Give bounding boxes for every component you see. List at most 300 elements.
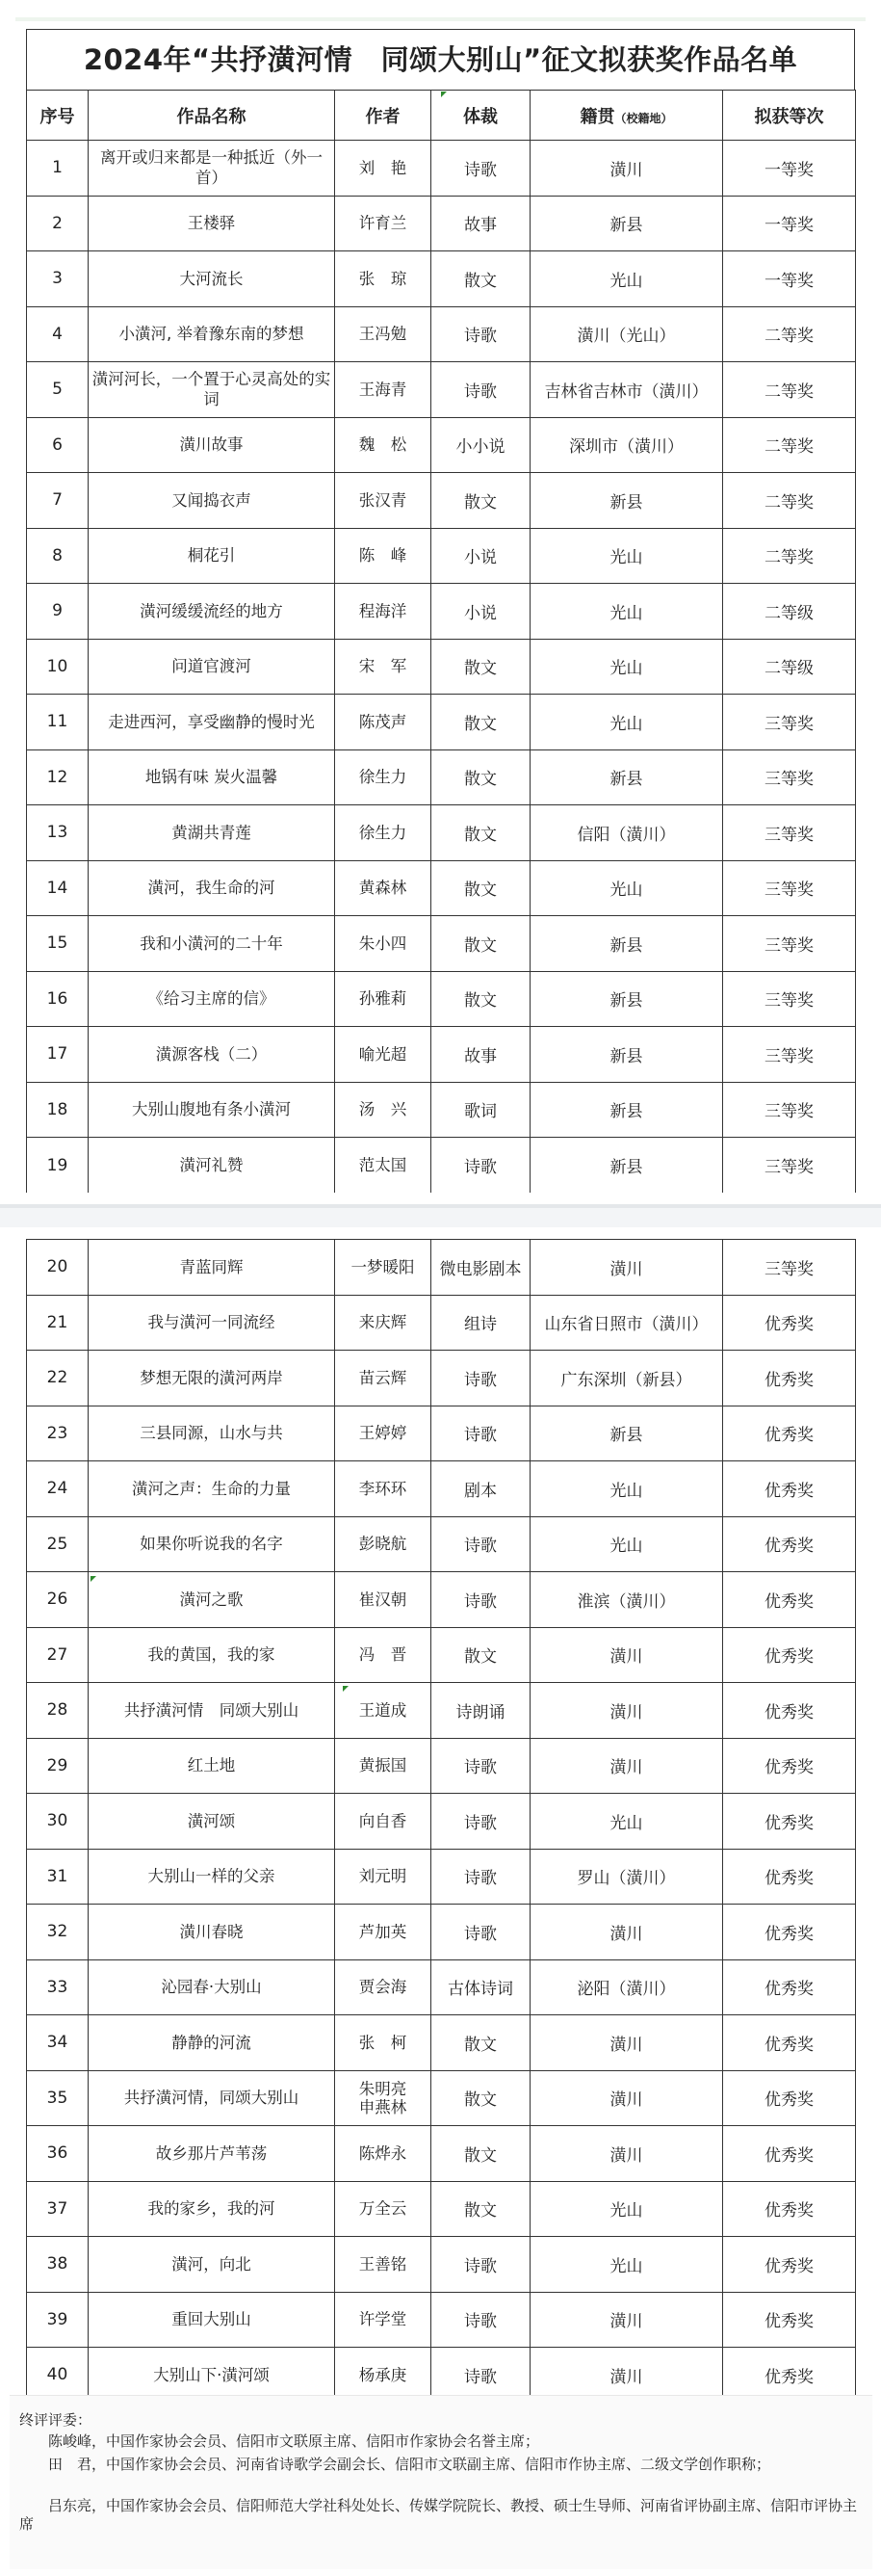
award-level-cell: 一等奖 <box>723 196 856 251</box>
author-name-cell: 芦加英 <box>335 1905 431 1960</box>
author-name-cell: 徐生力 <box>335 749 431 805</box>
judge-2: 田 君，中国作家协会会员、河南省诗歌学会副会长、信阳市文联副主席、信阳市作协主席、二级文学创作职称； <box>48 2456 771 2473</box>
row-number-cell: 3 <box>27 251 89 307</box>
origin-cell: 新县 <box>531 1027 723 1083</box>
row-number-cell: 16 <box>27 971 89 1027</box>
genre-cell: 诗歌 <box>431 306 531 362</box>
author-name-cell: 黄森林 <box>335 860 431 916</box>
genre-cell: 小说 <box>431 584 531 640</box>
row-number-cell: 6 <box>27 417 89 473</box>
row-number-cell: 25 <box>27 1516 89 1572</box>
award-level-cell: 优秀奖 <box>723 1683 856 1739</box>
origin-cell: 新县 <box>531 971 723 1027</box>
genre-cell: 组诗 <box>431 1295 531 1351</box>
author-name-cell: 魏 松 <box>335 417 431 473</box>
author-name-cell: 汤 兴 <box>335 1082 431 1138</box>
genre-cell: 剧本 <box>431 1461 531 1517</box>
origin-cell: 光山 <box>531 1516 723 1572</box>
header-no: 序号 <box>27 91 89 141</box>
genre-cell: 诗歌 <box>431 2237 531 2293</box>
origin-cell: 潢川 <box>531 1738 723 1794</box>
row-number-cell: 14 <box>27 860 89 916</box>
table-row <box>27 1683 856 1739</box>
award-level-cell: 优秀奖 <box>723 1351 856 1406</box>
genre-cell: 诗歌 <box>431 362 531 418</box>
row-number-cell: 34 <box>27 2015 89 2071</box>
genre-cell: 诗歌 <box>431 1738 531 1794</box>
row-number-cell: 28 <box>27 1683 89 1739</box>
genre-cell: 散文 <box>431 695 531 750</box>
header-award: 拟获等次 <box>723 91 856 141</box>
table-row <box>27 1461 856 1517</box>
author-name-cell: 李环环 <box>335 1461 431 1517</box>
top-border-line <box>15 17 866 21</box>
table-row <box>27 971 856 1027</box>
row-number-cell: 37 <box>27 2181 89 2237</box>
row-number-cell: 31 <box>27 1849 89 1905</box>
author-name-cell: 王冯勉 <box>335 306 431 362</box>
header-origin <box>531 91 723 141</box>
author-name-cell: 崔汉朝 <box>335 1572 431 1628</box>
award-level-cell: 二等奖 <box>723 362 856 418</box>
row-number-cell: 10 <box>27 639 89 695</box>
genre-cell: 诗歌 <box>431 2292 531 2348</box>
table-row <box>27 1738 856 1794</box>
genre-cell: 散文 <box>431 916 531 972</box>
author-name-cell: 许育兰 <box>335 196 431 251</box>
table-row <box>27 417 856 473</box>
judge-3: 吕东亮，中国作家协会会员、信阳师范大学社科处处长、传媒学院院长、教授、硕士生导师、河南省评协副主席、信阳市评协主席 <box>19 2497 858 2533</box>
row-number-cell: 7 <box>27 473 89 529</box>
origin-cell: 淮滨（潢川） <box>531 1572 723 1628</box>
origin-cell: 深圳市（潢川） <box>531 417 723 473</box>
genre-cell: 诗歌 <box>431 141 531 197</box>
award-level-cell: 二等奖 <box>723 473 856 529</box>
origin-cell: 光山 <box>531 860 723 916</box>
row-number-cell: 22 <box>27 1351 89 1406</box>
award-level-cell: 优秀奖 <box>723 2292 856 2348</box>
work-title-cell: 如果你听说我的名字 <box>89 1516 335 1572</box>
table-row <box>27 1572 856 1628</box>
work-title-cell: 梦想无限的潢河两岸 <box>89 1351 335 1406</box>
author-name-cell: 冯 晋 <box>335 1627 431 1683</box>
row-number-cell: 19 <box>27 1138 89 1194</box>
author-name-cell: 张 琼 <box>335 251 431 307</box>
work-title-cell: 共抒潢河情 同颂大别山 <box>89 1683 335 1739</box>
table-row <box>27 306 856 362</box>
origin-cell: 光山 <box>531 695 723 750</box>
header-work: 作品名称 <box>89 91 335 141</box>
work-title-cell: 沁园春·大别山 <box>89 1959 335 2015</box>
origin-cell: 光山 <box>531 251 723 307</box>
genre-cell: 散文 <box>431 2070 531 2126</box>
award-level-cell: 优秀奖 <box>723 1849 856 1905</box>
award-level-cell: 优秀奖 <box>723 1959 856 2015</box>
genre-cell: 散文 <box>431 2126 531 2182</box>
row-number-cell: 9 <box>27 584 89 640</box>
row-number-cell: 18 <box>27 1082 89 1138</box>
author-name-cell: 孙雅莉 <box>335 971 431 1027</box>
table-row <box>27 639 856 695</box>
award-list-sheet-2 <box>26 1239 855 2404</box>
table-row <box>27 1516 856 1572</box>
award-level-cell: 二等奖 <box>723 528 856 584</box>
origin-cell: 新县 <box>531 1082 723 1138</box>
origin-cell: 新县 <box>531 473 723 529</box>
award-table-part-2 <box>26 1239 856 2404</box>
work-title-cell: 静静的河流 <box>89 2015 335 2071</box>
author-name-cell: 许学堂 <box>335 2292 431 2348</box>
genre-cell: 散文 <box>431 2181 531 2237</box>
origin-cell: 山东省日照市（潢川） <box>531 1295 723 1351</box>
award-level-cell: 二等奖 <box>723 306 856 362</box>
table-row <box>27 916 856 972</box>
author-name-cell: 张汉青 <box>335 473 431 529</box>
table-row <box>27 2126 856 2182</box>
origin-cell: 潢川 <box>531 2292 723 2348</box>
work-title-cell: 黄湖共青莲 <box>89 805 335 861</box>
award-level-cell: 一等奖 <box>723 141 856 197</box>
table-row <box>27 2070 856 2126</box>
genre-cell: 散文 <box>431 860 531 916</box>
genre-cell: 古体诗词 <box>431 1959 531 2015</box>
work-title-cell: 共抒潢河情，同颂大别山 <box>89 2070 335 2126</box>
origin-cell: 广东深圳（新县） <box>531 1351 723 1406</box>
award-level-cell: 三等奖 <box>723 1138 856 1194</box>
genre-cell: 诗歌 <box>431 1905 531 1960</box>
row-number-cell: 23 <box>27 1406 89 1461</box>
genre-cell: 诗歌 <box>431 1406 531 1461</box>
author-name-cell: 王婷婷 <box>335 1406 431 1461</box>
origin-cell: 光山 <box>531 2181 723 2237</box>
table-row <box>27 860 856 916</box>
origin-cell: 光山 <box>531 2237 723 2293</box>
award-level-cell: 优秀奖 <box>723 2237 856 2293</box>
author-name-cell: 一梦暖阳 <box>335 1240 431 1296</box>
work-title-cell: 又闻捣衣声 <box>89 473 335 529</box>
genre-cell: 微电影剧本 <box>431 1240 531 1296</box>
award-level-cell: 优秀奖 <box>723 1905 856 1960</box>
page-break <box>0 1208 881 1227</box>
header-genre: 体裁 <box>431 91 531 141</box>
genre-cell: 散文 <box>431 1627 531 1683</box>
work-title-cell: 故乡那片芦苇荡 <box>89 2126 335 2182</box>
author-name-cell: 王善铭 <box>335 2237 431 2293</box>
award-level-cell: 三等奖 <box>723 971 856 1027</box>
work-title-cell: 潢川故事 <box>89 417 335 473</box>
row-number-cell: 15 <box>27 916 89 972</box>
work-title-cell: 走进西河，享受幽静的慢时光 <box>89 695 335 750</box>
author-name-cell: 贾会海 <box>335 1959 431 2015</box>
award-level-cell: 优秀奖 <box>723 1295 856 1351</box>
table-row <box>27 2292 856 2348</box>
author-name-cell: 王海青 <box>335 362 431 418</box>
award-level-cell: 优秀奖 <box>723 1572 856 1628</box>
author-name-cell: 朱明亮 申燕林 <box>335 2070 431 2126</box>
work-title-cell: 我的家乡，我的河 <box>89 2181 335 2237</box>
work-title-cell: 大别山一样的父亲 <box>89 1849 335 1905</box>
work-title-cell: 我和小潢河的二十年 <box>89 916 335 972</box>
table-row <box>27 805 856 861</box>
row-number-cell: 35 <box>27 2070 89 2126</box>
row-number-cell: 29 <box>27 1738 89 1794</box>
work-title-cell: 重回大别山 <box>89 2292 335 2348</box>
work-title-cell: 王楼驿 <box>89 196 335 251</box>
genre-cell: 散文 <box>431 971 531 1027</box>
award-level-cell: 优秀奖 <box>723 1406 856 1461</box>
author-name-cell: 刘元明 <box>335 1849 431 1905</box>
genre-cell: 散文 <box>431 639 531 695</box>
judges-heading: 终评评委： <box>19 2411 92 2429</box>
origin-cell: 泌阳（潢川） <box>531 1959 723 2015</box>
table-body-part-1 <box>27 141 856 1194</box>
table-row <box>27 749 856 805</box>
origin-cell: 潢川 <box>531 2348 723 2404</box>
award-list-sheet-1 <box>26 29 855 1193</box>
row-number-cell: 5 <box>27 362 89 418</box>
table-row <box>27 584 856 640</box>
award-level-cell: 优秀奖 <box>723 2181 856 2237</box>
work-title-cell: 我与潢河一同流经 <box>89 1295 335 1351</box>
origin-cell: 罗山（潢川） <box>531 1849 723 1905</box>
work-title-cell: 青蓝同辉 <box>89 1240 335 1296</box>
origin-cell: 潢川（光山） <box>531 306 723 362</box>
genre-cell: 诗歌 <box>431 1794 531 1850</box>
origin-cell: 潢川 <box>531 2015 723 2071</box>
work-title-cell: 大河流长 <box>89 251 335 307</box>
work-title-cell: 潢川春晓 <box>89 1905 335 1960</box>
award-level-cell: 二等奖 <box>723 417 856 473</box>
work-title-cell: 桐花引 <box>89 528 335 584</box>
award-level-cell: 三等奖 <box>723 860 856 916</box>
work-title-cell: 潢河之声：生命的力量 <box>89 1461 335 1517</box>
table-row <box>27 251 856 307</box>
work-title-cell: 潢河河长，一个置于心灵高处的实词 <box>89 362 335 418</box>
row-number-cell: 8 <box>27 528 89 584</box>
work-title-cell: 地锅有味 炭火温馨 <box>89 749 335 805</box>
work-title-cell: 小潢河, 举着豫东南的梦想 <box>89 306 335 362</box>
table-row <box>27 2237 856 2293</box>
author-name-cell: 宋 军 <box>335 639 431 695</box>
award-level-cell: 优秀奖 <box>723 2348 856 2404</box>
table-row <box>27 141 856 197</box>
award-level-cell: 二等级 <box>723 584 856 640</box>
author-name-cell: 刘 艳 <box>335 141 431 197</box>
cell-comment-marker <box>91 1576 96 1582</box>
award-level-cell: 优秀奖 <box>723 1516 856 1572</box>
work-title-cell: 潢河颂 <box>89 1794 335 1850</box>
row-number-cell: 4 <box>27 306 89 362</box>
work-title-cell: 《给习主席的信》 <box>89 971 335 1027</box>
award-level-cell: 三等奖 <box>723 1027 856 1083</box>
origin-cell: 光山 <box>531 528 723 584</box>
genre-cell: 故事 <box>431 1027 531 1083</box>
author-name-cell: 徐生力 <box>335 805 431 861</box>
table-row <box>27 2181 856 2237</box>
row-number-cell: 27 <box>27 1627 89 1683</box>
origin-cell: 潢川 <box>531 1905 723 1960</box>
table-body-part-2 <box>27 1240 856 2404</box>
work-title-cell: 红土地 <box>89 1738 335 1794</box>
genre-cell: 诗歌 <box>431 1138 531 1194</box>
table-row <box>27 1240 856 1296</box>
author-name-cell: 来庆辉 <box>335 1295 431 1351</box>
genre-cell: 诗歌 <box>431 1572 531 1628</box>
genre-cell: 小小说 <box>431 417 531 473</box>
author-name-cell: 陈茂声 <box>335 695 431 750</box>
genre-cell: 散文 <box>431 251 531 307</box>
work-title-cell: 潢河缓缓流经的地方 <box>89 584 335 640</box>
award-level-cell: 优秀奖 <box>723 2126 856 2182</box>
award-level-cell: 三等奖 <box>723 749 856 805</box>
work-title-cell: 潢河礼赞 <box>89 1138 335 1194</box>
author-name-cell: 陈 峰 <box>335 528 431 584</box>
origin-cell: 潢川 <box>531 1627 723 1683</box>
genre-cell: 小说 <box>431 528 531 584</box>
origin-cell: 信阳（潢川） <box>531 805 723 861</box>
header-author: 作者 <box>335 91 431 141</box>
author-name-cell: 杨承庚 <box>335 2348 431 2404</box>
table-row <box>27 528 856 584</box>
row-number-cell: 32 <box>27 1905 89 1960</box>
row-number-cell: 20 <box>27 1240 89 1296</box>
header-origin-note: （校籍地） <box>614 111 673 125</box>
table-row <box>27 1905 856 1960</box>
award-level-cell: 优秀奖 <box>723 1794 856 1850</box>
genre-cell: 诗歌 <box>431 2348 531 2404</box>
judges-footer <box>10 2395 872 2569</box>
row-number-cell: 39 <box>27 2292 89 2348</box>
work-title-cell: 潢河，我生命的河 <box>89 860 335 916</box>
author-name-cell: 向自香 <box>335 1794 431 1850</box>
table-row <box>27 196 856 251</box>
cell-comment-marker <box>441 92 447 97</box>
work-title-cell: 我的黄国，我的家 <box>89 1627 335 1683</box>
award-level-cell: 优秀奖 <box>723 1738 856 1794</box>
award-level-cell: 三等奖 <box>723 1082 856 1138</box>
work-title-cell: 大别山下·潢河颂 <box>89 2348 335 2404</box>
genre-cell: 歌词 <box>431 1082 531 1138</box>
genre-cell: 诗朗诵 <box>431 1683 531 1739</box>
genre-cell: 诗歌 <box>431 1516 531 1572</box>
table-row <box>27 1027 856 1083</box>
judge-1: 陈峻峰，中国作家协会会员、信阳市文联原主席、信阳市作家协会名誉主席； <box>48 2432 540 2450</box>
table-row <box>27 1406 856 1461</box>
header-origin-label: 籍贯 <box>580 106 615 127</box>
origin-cell: 潢川 <box>531 1240 723 1296</box>
genre-cell: 散文 <box>431 805 531 861</box>
author-name-cell: 苗云辉 <box>335 1351 431 1406</box>
table-row <box>27 695 856 750</box>
origin-cell: 新县 <box>531 1406 723 1461</box>
table-row <box>27 1295 856 1351</box>
author-name-cell: 张 柯 <box>335 2015 431 2071</box>
origin-cell: 光山 <box>531 1794 723 1850</box>
author-name-cell: 程海洋 <box>335 584 431 640</box>
row-number-cell: 13 <box>27 805 89 861</box>
genre-cell: 诗歌 <box>431 1351 531 1406</box>
origin-cell: 潢川 <box>531 2126 723 2182</box>
origin-cell: 潢川 <box>531 1683 723 1739</box>
genre-cell: 散文 <box>431 749 531 805</box>
award-level-cell: 三等奖 <box>723 695 856 750</box>
award-level-cell: 优秀奖 <box>723 2070 856 2126</box>
work-title-cell: 潢源客栈（二） <box>89 1027 335 1083</box>
table-row <box>27 1351 856 1406</box>
table-row <box>27 1082 856 1138</box>
row-number-cell: 21 <box>27 1295 89 1351</box>
award-level-cell: 三等奖 <box>723 805 856 861</box>
table-header-row <box>27 91 856 141</box>
table-row <box>27 1138 856 1194</box>
origin-cell: 新县 <box>531 749 723 805</box>
row-number-cell: 36 <box>27 2126 89 2182</box>
author-name-cell: 王道成 <box>335 1683 431 1739</box>
work-title-cell: 离开或归来都是一种抵近（外一首） <box>89 141 335 197</box>
row-number-cell: 40 <box>27 2348 89 2404</box>
row-number-cell: 33 <box>27 1959 89 2015</box>
origin-cell: 光山 <box>531 584 723 640</box>
author-name-cell: 彭晓航 <box>335 1516 431 1572</box>
award-table-part-1 <box>26 90 856 1193</box>
work-title-cell: 潢河之歌 <box>89 1572 335 1628</box>
table-row <box>27 1959 856 2015</box>
award-level-cell: 优秀奖 <box>723 2015 856 2071</box>
work-title-cell: 问道官渡河 <box>89 639 335 695</box>
origin-cell: 光山 <box>531 639 723 695</box>
origin-cell: 潢川 <box>531 2070 723 2126</box>
table-row <box>27 473 856 529</box>
cell-comment-marker <box>343 1686 349 1692</box>
table-row <box>27 362 856 418</box>
award-level-cell: 优秀奖 <box>723 1627 856 1683</box>
author-name-cell: 黄振国 <box>335 1738 431 1794</box>
row-number-cell: 30 <box>27 1794 89 1850</box>
work-title-cell: 大别山腹地有条小潢河 <box>89 1082 335 1138</box>
origin-cell: 光山 <box>531 1461 723 1517</box>
genre-cell: 散文 <box>431 473 531 529</box>
work-title-cell: 潢河，向北 <box>89 2237 335 2293</box>
table-row <box>27 1849 856 1905</box>
author-name-cell: 范太国 <box>335 1138 431 1194</box>
table-row <box>27 1794 856 1850</box>
award-level-cell: 一等奖 <box>723 251 856 307</box>
row-number-cell: 11 <box>27 695 89 750</box>
genre-cell: 故事 <box>431 196 531 251</box>
award-level-cell: 三等奖 <box>723 916 856 972</box>
origin-cell: 吉林省吉林市（潢川） <box>531 362 723 418</box>
author-name-cell: 朱小四 <box>335 916 431 972</box>
row-number-cell: 1 <box>27 141 89 197</box>
origin-cell: 新县 <box>531 1138 723 1194</box>
origin-cell: 新县 <box>531 916 723 972</box>
author-name-cell: 喻光超 <box>335 1027 431 1083</box>
table-row <box>27 2015 856 2071</box>
award-level-cell: 三等奖 <box>723 1240 856 1296</box>
author-name-cell: 陈烨永 <box>335 2126 431 2182</box>
row-number-cell: 2 <box>27 196 89 251</box>
row-number-cell: 38 <box>27 2237 89 2293</box>
award-level-cell: 二等级 <box>723 639 856 695</box>
genre-cell: 散文 <box>431 2015 531 2071</box>
table-row <box>27 1627 856 1683</box>
author-name-cell: 万全云 <box>335 2181 431 2237</box>
row-number-cell: 26 <box>27 1572 89 1628</box>
award-level-cell: 优秀奖 <box>723 1461 856 1517</box>
genre-cell: 诗歌 <box>431 1849 531 1905</box>
row-number-cell: 24 <box>27 1461 89 1517</box>
work-title-cell: 三县同源，山水与共 <box>89 1406 335 1461</box>
